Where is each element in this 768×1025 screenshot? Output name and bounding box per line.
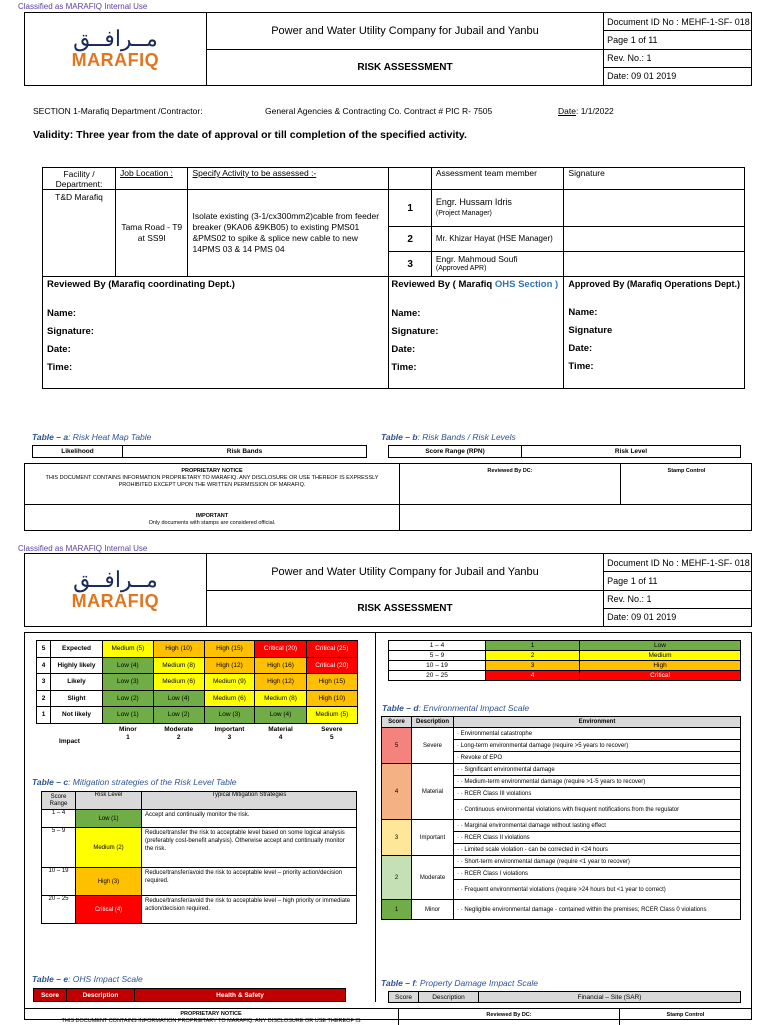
- table-b-caption: Table – b: Risk Bands / Risk Levels: [381, 432, 516, 442]
- environmental-impact-table: [381, 716, 741, 920]
- team-member-label: Assessment team member: [431, 168, 564, 190]
- heatmap-cell: Medium (5): [306, 707, 357, 724]
- heatmap-cell: High (10): [306, 690, 357, 707]
- band-number: 1: [486, 641, 580, 651]
- heatmap-row: [37, 657, 358, 674]
- table-e-caption: Table – e: OHS Impact Scale: [32, 974, 143, 984]
- member-signature[interactable]: [564, 190, 745, 227]
- proprietary-footer: PROPRIETARY NOTICE THIS DOCUMENT CONTAINS INFORMATION PROPRIETARY TO MARAFIQ. ANY DISCLOSURE OR USE THEREOF IS EXPRESSLY PROHIBITED EXCEPT UPON THE WRITTEN PERMISSION OF MARAFIQ. Reviewed By DC: Stamp Control IMPORTANT Only documents with stamps are considered official.: [24, 463, 752, 531]
- member-name: Engr. Hussam Idris (Project Manager): [431, 190, 564, 227]
- heatmap-cell: Medium (6): [153, 674, 204, 691]
- impact-column: Material 4: [268, 726, 293, 742]
- environment-row: · · RCER Class III violations: [382, 788, 741, 800]
- doc-date: Date: 09 01 2019: [604, 608, 752, 626]
- band-row: [389, 641, 741, 651]
- band-level: Critical: [580, 671, 741, 681]
- band-level: Low: [580, 641, 741, 651]
- environment-row: 2 Moderate · · Short-term environmental damage (require <1 year to recover): [382, 856, 741, 868]
- facility-label: Facility / Department:: [43, 168, 116, 190]
- table-header: Score Range Risk Level Typical Mitigation Strategies: [42, 792, 357, 810]
- member-name: Mr. Khizar Hayat (HSE Manager): [431, 227, 564, 252]
- environment-row: · · RCER Class I violations: [382, 868, 741, 880]
- band-row: [389, 651, 741, 661]
- heatmap-row: [37, 674, 358, 691]
- document-header: [24, 553, 752, 627]
- heatmap-cell: High (12): [255, 674, 306, 691]
- risk-bands-table: [388, 640, 741, 681]
- heatmap-cell: Low (2): [153, 707, 204, 724]
- band-range: 5 – 9: [389, 651, 486, 661]
- environment-row: · · RCER Class II violations: [382, 832, 741, 844]
- doc-title: RISK ASSESSMENT: [206, 49, 603, 86]
- classified-label: Classified as MARAFIQ Internal Use: [18, 544, 148, 553]
- band-level: Medium: [580, 651, 741, 661]
- likelihood-score: 4: [37, 657, 51, 674]
- heatmap-cell: Low (2): [103, 690, 154, 707]
- validity-statement: Validity: Three year from the date of approval or till completion of the specified activity.: [33, 129, 467, 141]
- environment-row: 1 Minor · · Negligible environmental damage - contained within the premises; RCER Class 0 violations: [382, 900, 741, 920]
- likelihood-score: 2: [37, 690, 51, 707]
- mitigation-row: 20 – 25 Critical (4) Reduce/transfer/avoid the risk to acceptable level – high priority or immediate action/decision required.: [42, 896, 357, 924]
- heatmap-cell: Critical (20): [255, 641, 306, 658]
- band-row: [389, 661, 741, 671]
- review-ohs: Reviewed By ( Marafiq OHS Section ) Name: Signature: Date: Time:: [389, 277, 564, 389]
- environment-row: · Long-term environmental damage (require >5 years to recover): [382, 740, 741, 752]
- document-header: [24, 12, 752, 86]
- company-name: Power and Water Utility Company for Jubail and Yanbu: [206, 554, 603, 591]
- impact-label: Impact: [59, 738, 80, 745]
- likelihood-label: Slight: [51, 690, 103, 707]
- ohs-impact-table: Score Description Health & Safety: [33, 988, 346, 1002]
- impact-column: Important 3: [214, 726, 245, 742]
- doc-id: Document ID No : MEHF-1-SF- 018: [604, 554, 752, 572]
- heatmap-cell: High (10): [153, 641, 204, 658]
- rev-number: Rev. No.: 1: [604, 49, 752, 67]
- page2-footer: PROPRIETARY NOTICE THIS DOCUMENT CONTAINS INFORMATION PROPRIETARY TO MARAFIQ. ANY DISCLOSURE OR USE THEREOF IS Reviewed By DC: Stamp Control: [24, 1008, 752, 1024]
- section-date: Date: 1/1/2022: [558, 106, 614, 116]
- band-range: 1 – 4: [389, 641, 486, 651]
- rev-number: Rev. No.: 1: [604, 590, 752, 608]
- doc-id: Document ID No : MEHF-1-SF- 018: [604, 13, 752, 31]
- table-b-header: Score Range (RPN) Risk Level: [388, 445, 741, 458]
- table-c-caption: Table – c: Mitigation strategies of the Risk Level Table: [32, 777, 237, 787]
- likelihood-score: 5: [37, 641, 51, 658]
- heatmap-row: [37, 641, 358, 658]
- marafiq-logo: مــرافــق MARAFIQ: [25, 13, 207, 86]
- member-signature[interactable]: [564, 252, 745, 277]
- page-number: Page 1 of 11: [604, 31, 752, 49]
- member-number: 2: [389, 227, 431, 252]
- table-a-header: Likelihood Risk Bands: [32, 445, 367, 458]
- environment-row: 5 Severe · Environmental catastrophe: [382, 728, 741, 740]
- mitigation-row: 5 – 9 Medium (2) Reduce/transfer the risk to acceptable level based on some logical analysis (preferably cost-benefit analysis). Otherwise accept and continually monitor the risk.: [42, 828, 357, 868]
- band-number: 3: [486, 661, 580, 671]
- heatmap-cell: High (15): [306, 674, 357, 691]
- heatmap-cell: Medium (8): [153, 657, 204, 674]
- band-level: High: [580, 661, 741, 671]
- impact-column: Minor 1: [119, 726, 137, 742]
- heatmap-row: [37, 707, 358, 724]
- likelihood-label: Likely: [51, 674, 103, 691]
- heatmap-cell: Low (4): [255, 707, 306, 724]
- table-d-caption: Table – d: Environmental Impact Scale: [382, 703, 530, 713]
- page-number: Page 1 of 11: [604, 572, 752, 590]
- marafiq-logo: مــرافــق MARAFIQ: [25, 554, 207, 627]
- doc-date: Date: 09 01 2019: [604, 67, 752, 85]
- job-location-label: Job Location :: [115, 168, 188, 190]
- table-f-caption: Table – f: Property Damage Impact Scale: [381, 978, 539, 988]
- heatmap-cell: Low (3): [204, 707, 255, 724]
- heatmap-cell: Medium (8): [255, 690, 306, 707]
- doc-title: RISK ASSESSMENT: [206, 590, 603, 627]
- member-signature[interactable]: [564, 227, 745, 252]
- mitigation-table: [41, 791, 357, 924]
- approval-operations: Approved By (Marafiq Operations Dept.) Name: Signature Date: Time:: [564, 277, 745, 389]
- member-number: 3: [389, 252, 431, 277]
- risk-heatmap: [36, 640, 358, 745]
- environment-row: · · Limited scale violation - can be corrected in <24 hours: [382, 844, 741, 856]
- band-range: 10 – 19: [389, 661, 486, 671]
- company-name: Power and Water Utility Company for Jubail and Yanbu: [206, 13, 603, 50]
- impact-row: [37, 723, 358, 745]
- impact-column: Severe 5: [321, 726, 343, 742]
- signature-label: Signature: [564, 168, 745, 190]
- activity-value: Isolate existing (3-1/cx300mm2)cable from feeder breaker (9KA06 &9KB05) to existing PMS01 &PMS02 to spike & splice new cable to new 14PMS 03 & 14 PMS 04: [188, 190, 389, 277]
- likelihood-label: Not likely: [51, 707, 103, 724]
- mitigation-row: 10 – 19 High (3) Reduce/transfer/avoid the risk to acceptable level – priority action/decision required.: [42, 868, 357, 896]
- heatmap-cell: High (15): [204, 641, 255, 658]
- heatmap-cell: High (12): [204, 657, 255, 674]
- heatmap-cell: Medium (6): [204, 690, 255, 707]
- environment-row: · · Frequent environmental violations (require >24 hours but <1 year to correct): [382, 880, 741, 900]
- band-row: [389, 671, 741, 681]
- property-damage-table: Score Description Financial – Site (SAR): [388, 991, 741, 1003]
- facility-value: T&D Marafiq: [43, 190, 116, 277]
- heatmap-cell: High (16): [255, 657, 306, 674]
- likelihood-score: 3: [37, 674, 51, 691]
- likelihood-label: Highly likely: [51, 657, 103, 674]
- likelihood-score: 1: [37, 707, 51, 724]
- heatmap-cell: Low (4): [103, 657, 154, 674]
- review-coordinating: Reviewed By (Marafiq coordinating Dept.) Name: Signature: Date: Time:: [43, 277, 389, 389]
- heatmap-cell: Critical (25): [306, 641, 357, 658]
- environment-row: · · Continuous environmental violations with frequent notifications from the regulator: [382, 800, 741, 820]
- environment-row: · Revoke of EPO: [382, 752, 741, 764]
- member-name: Engr. Mahmoud Soufi (Approved APR): [431, 252, 564, 277]
- heatmap-cell: Low (4): [153, 690, 204, 707]
- impact-column: Moderate 2: [164, 726, 194, 742]
- heatmap-cell: Critical (20): [306, 657, 357, 674]
- job-location-value: Tama Road - T9 at SS9I: [115, 190, 188, 277]
- activity-label: Specify Activity to be assessed :-: [188, 168, 389, 190]
- band-number: 2: [486, 651, 580, 661]
- table-a-caption: Table – a: Risk Heat Map Table: [32, 432, 152, 442]
- environment-row: 3 Important · · Marginal environmental damage without lasting effect: [382, 820, 741, 832]
- heatmap-cell: Low (1): [103, 707, 154, 724]
- heatmap-cell: Low (3): [103, 674, 154, 691]
- contractor-info: General Agencies & Contracting Co. Contract # PIC R- 7505: [265, 106, 493, 116]
- member-number: 1: [389, 190, 431, 227]
- classified-label: Classified as MARAFIQ Internal Use: [18, 2, 148, 11]
- section-label: SECTION 1-Marafiq Department /Contractor:: [33, 106, 203, 116]
- mitigation-row: 1 – 4 Low (1) Accept and continually monitor the risk.: [42, 810, 357, 828]
- heatmap-cell: Medium (5): [103, 641, 154, 658]
- environment-row: 4 Material · · Significant environmental damage: [382, 764, 741, 776]
- band-number: 4: [486, 671, 580, 681]
- heatmap-cell: Medium (9): [204, 674, 255, 691]
- facility-table: [42, 167, 745, 389]
- table-header: Score Description Environment: [382, 717, 741, 728]
- environment-row: · · Medium-term environmental damage (require >1-5 years to recover): [382, 776, 741, 788]
- heatmap-row: [37, 690, 358, 707]
- band-range: 20 – 25: [389, 671, 486, 681]
- likelihood-label: Expected: [51, 641, 103, 658]
